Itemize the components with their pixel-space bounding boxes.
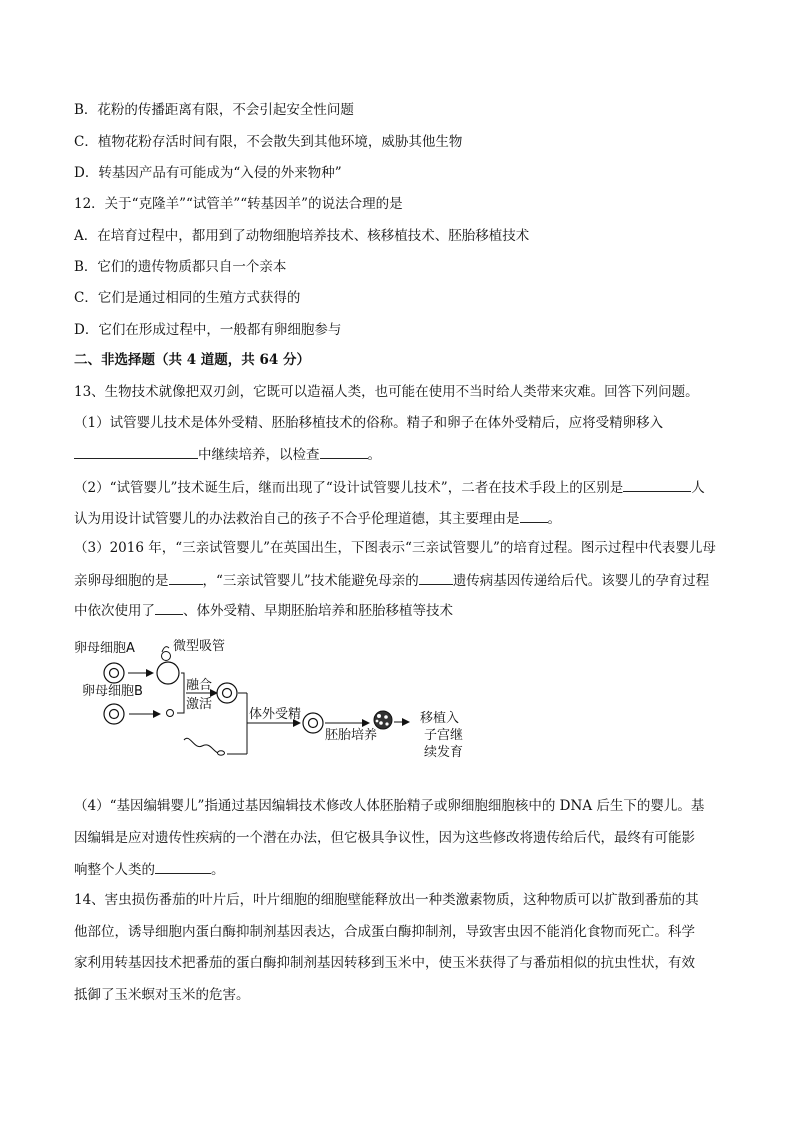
bracket-line [177, 673, 184, 713]
option-12d: D．它们在形成过程中，一般都有卵细胞参与 [74, 322, 342, 338]
text-fragment: ，“三亲试管婴儿”技术能避免母亲的 [202, 573, 419, 589]
egg-b-nucleus [110, 710, 119, 719]
sperm-icon [218, 751, 225, 755]
text-fragment: 。 [211, 862, 225, 878]
question-13-part4-cont: 因编辑是应对遗传性疾病的一个潜在办法，但它极具争议性，因为这些修改将遗传给后代，最终有可能影 [74, 830, 695, 846]
text-fragment: 人 [691, 480, 705, 496]
text-fragment: 。 [547, 511, 561, 527]
answer-blank[interactable] [623, 477, 691, 492]
fuse-label-1: 融合 [186, 678, 213, 693]
option-12c: C．它们是通过相同的生殖方式获得的 [74, 290, 301, 306]
question-14-cont: 他部位，诱导细胞内蛋白酶抑制剂基因表达，合成蛋白酶抑制剂，导致害虫因不能消化食物而死亡。科学 [74, 924, 695, 940]
question-13-part2-cont [74, 508, 561, 529]
question-13-part4: （4）“基因编辑婴儿”指通过基因编辑技术修改人体胚胎精子或卵细胞细胞核中的 DNA 后生下的婴儿。基 [74, 798, 705, 814]
question-14: 14、害虫损伤番茄的叶片后，叶片细胞的细胞壁能释放出一种类激素物质，这种物质可以扩散到番茄的其 [74, 892, 699, 908]
reconstructed-egg-nucleus [223, 689, 232, 698]
section-heading: 二、非选择题（共 4 道题，共 64 分） [74, 352, 310, 368]
early-embryo-icon [374, 711, 392, 729]
question-13-part1-cont [74, 444, 381, 465]
fuse-label-2: 激活 [186, 697, 213, 712]
ivf-label: 体外受精 [249, 707, 302, 722]
answer-blank[interactable] [74, 444, 198, 459]
egg-a-nucleus [110, 669, 119, 678]
pipette-tip-icon [162, 652, 171, 661]
answer-blank[interactable] [155, 859, 211, 874]
enucleated-egg-a [157, 662, 179, 684]
three-parent-ivf-diagram [72, 632, 492, 782]
answer-blank[interactable] [155, 600, 183, 615]
text-fragment: 中依次使用了 [74, 603, 155, 619]
sperm-tail-icon [184, 738, 218, 753]
egg-b-nucleus-extracted [167, 710, 174, 717]
text-fragment: 、体外受精、早期胚胎培养和胚胎移植等技术 [183, 603, 453, 619]
question-14-cont3: 抵御了玉米螟对玉米的危害。 [74, 987, 250, 1003]
answer-blank[interactable] [419, 570, 453, 585]
egg-b-label: 卵母细胞B [82, 684, 143, 699]
pipette-label: 微型吸管 [173, 639, 226, 654]
question-13-part3: （3）2016 年，“三亲试管婴儿”在英国出生，下图表示“三亲试管婴儿”的培育过程。图示过程中代表婴儿母 [74, 540, 716, 556]
option-12b: B．它们的遗传物质都只自一个亲本 [74, 259, 287, 275]
text-fragment: 。 [367, 447, 381, 463]
text-fragment: 响整个人类的 [74, 862, 155, 878]
answer-blank[interactable] [520, 508, 548, 523]
zygote-nucleus [309, 719, 318, 728]
text-fragment: 亲卵母细胞的是 [74, 573, 169, 589]
transplant-label-1: 移植入 [420, 711, 460, 726]
question-12: 12．关于“克隆羊”“试管羊”“转基因羊”的说法合理的是 [74, 196, 403, 212]
question-13-stem: 13、生物技术就像把双刃剑，它既可以造福人类，也可能在使用不当时给人类带来灾难。回答下列问题。 [74, 384, 699, 400]
answer-blank[interactable] [169, 570, 203, 585]
text-fragment: 认为用设计试管婴儿的办法救治自己的孩子不合乎伦理道德，其主要理由是 [74, 511, 520, 527]
option-11b: B．花粉的传播距离有限，不会引起安全性问题 [74, 102, 354, 118]
text-fragment: 中继续培养，以检查 [198, 447, 320, 463]
transplant-label-3: 续发育 [424, 745, 464, 760]
question-14-cont2: 家利用转基因技术把番茄的蛋白酶抑制剂基因转移到玉米中，使玉米获得了与番茄相似的抗虫性状，有效 [74, 955, 695, 971]
question-13-part3-cont [74, 570, 709, 591]
transplant-label-2: 子宫继 [424, 728, 464, 743]
option-11c: C．植物花粉存活时间有限，不会散失到其他环境，威胁其他生物 [74, 134, 463, 150]
culture-label: 胚胎培养 [325, 728, 378, 743]
question-13-part1: （1）试管婴儿技术是体外受精、胚胎移植技术的俗称。精子和卵子在体外受精后，应将受精卵移入 [74, 415, 664, 431]
answer-blank[interactable] [320, 444, 368, 459]
text-fragment: 遗传病基因传递给后代。该婴儿的孕育过程 [452, 573, 710, 589]
question-13-part2 [74, 477, 705, 498]
text-fragment: （2）“试管婴儿”技术诞生后，继而出现了“设计试管婴儿技术”，二者在技术手段上的区别是 [74, 480, 624, 496]
question-13-part3-cont2 [74, 600, 453, 621]
question-13-part4-cont2 [74, 859, 225, 880]
egg-a-label: 卵母细胞A [74, 641, 135, 656]
option-11d: D．转基因产品有可能成为“入侵的外来物种” [74, 165, 342, 181]
option-12a: A．在培育过程中，都用到了动物细胞培养技术、核移植技术、胚胎移植技术 [74, 228, 530, 244]
